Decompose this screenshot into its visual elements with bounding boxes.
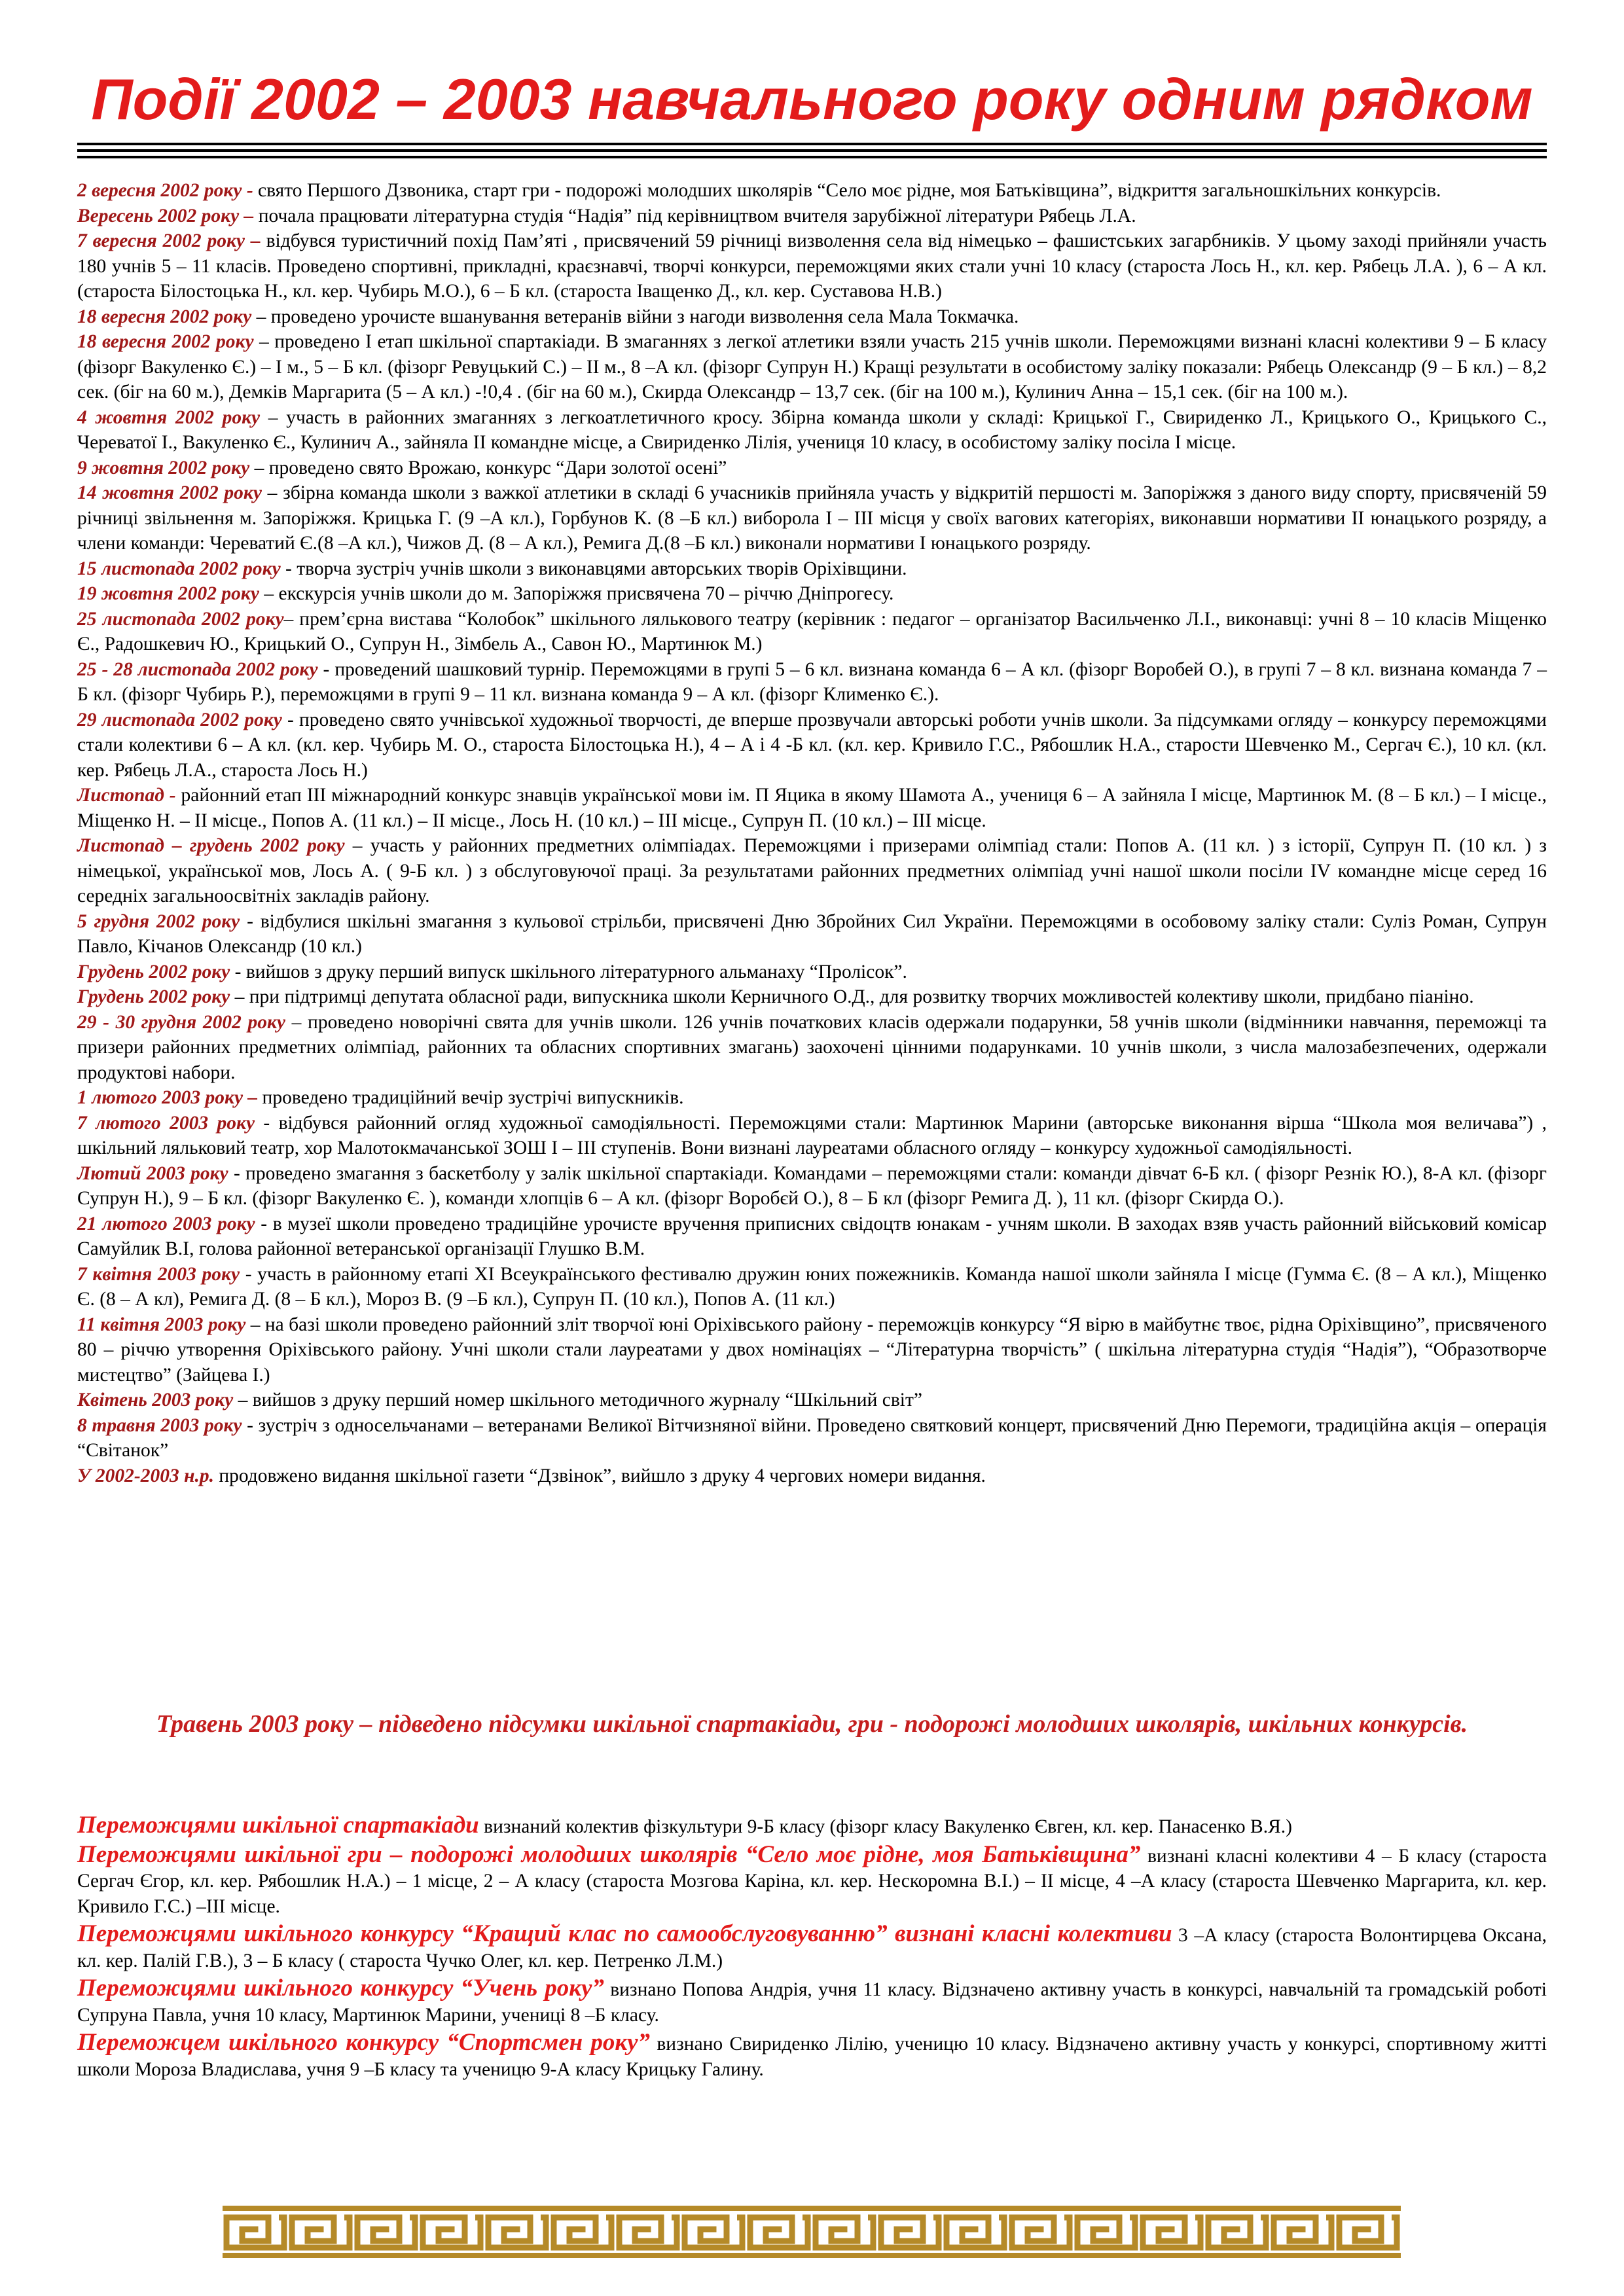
event-item bbox=[77, 1388, 1547, 1413]
event-item bbox=[77, 1413, 1547, 1463]
event-item bbox=[77, 909, 1547, 960]
event-date: У 2002-2003 н.р. bbox=[77, 1465, 214, 1486]
event-text: – проведено І етап шкільної спартакіади. В змаганнях з легкої атлетики взяли участь 215 учнів школи. Переможцями визнані класні колективи 9 – Б класу (фізорг Вакуленко Є.) – І м., 5 – Б кл. (фізорг Ревуцький С.) – ІІ м., 8 –А кл. (фізорг Супрун Н.) Кращі результати в особистому заліку показали: Рябець Олександр (9 – Б кл.) – 8,2 сек. (біг на 60 м.), Демків Маргарита (5 – А кл.) -!0,4 . (біг на 60 м.), Скирда Олександр – 13,7 сек. (біг на 100 м.), Кулинич Анна – 15,1 сек. (біг на 100 м.). bbox=[77, 331, 1547, 403]
event-text: – проведено новорічні свята для учнів школи. 126 учнів початкових класів одержали подарунки, 58 учнів школи (відмінники навчання, переможці та призери районних предметних олімпіад, районних та обласних спортивних змагань) заохочені цінними подарунками. 10 учнів школи, з числа малозабезпечених, одержали продуктові набори. bbox=[77, 1011, 1547, 1083]
winner-item bbox=[77, 1976, 1547, 2028]
event-text: – збірна команда школи з важкої атлетики в складі 6 учасників прийняла участь у відкритій першості м. Запоріжжя з даного виду спорту, присвяченій 59 річниці звільнення м. Запоріжжя. Крицька Г. (9 –А кл.), Горбунов К. (8 –Б кл.) виборола І – ІІІ місця у своїх вагових категоріях, виконавши нормативи ІІ юнацького розряду, а члени команди: Череватий Є.(8 –А кл.), Чижов Д. (8 – А кл.), Ремига Д.(8 –Б кл.) виконали нормативи І юнацького розряду. bbox=[77, 482, 1547, 554]
winner-text: визнаний колектив фізкультури 9-Б класу (фізорг класу Вакуленко Євген, кл. кер. Панасенко В.Я.) bbox=[478, 1816, 1292, 1837]
event-text: – екскурсія учнів школи до м. Запоріжжя присвячена 70 – річчю Дніпрогесу. bbox=[259, 583, 894, 604]
event-text: - участь в районному етапі ХІ Всеукраїнського фестивалю дружин юних пожежників. Команда нашої школи зайняла І місце (Гумма Є. (8 – А кл.), Міщенко Є. (8 – А кл), Ремига Д. (8 – Б кл.), Мороз В. (9 –Б кл.), Супрун П. (10 кл.), Попов А. (11 кл.) bbox=[77, 1263, 1547, 1310]
event-text: - творча зустріч учнів школи з виконавцями авторських творів Оріхівщини. bbox=[280, 558, 907, 579]
event-text: проведено традиційний вечір зустрічі випускників. bbox=[257, 1087, 684, 1108]
event-item bbox=[77, 228, 1547, 304]
event-item bbox=[77, 833, 1547, 909]
event-item bbox=[77, 1463, 1547, 1489]
event-item bbox=[77, 1211, 1547, 1262]
event-text: – участь в районних змаганнях з легкоатлетичного кросу. Збірна команда школи у складі: Крицької Г., Свириденко Л., Крицького О., Крицького С., Череватої І., Вакуленко Є., Кулинич А., зайняла ІІ командне місце, а Свириденко Лілія, учениця 10 класу, в особистому заліку посіла І місце. bbox=[77, 406, 1547, 453]
event-date: Грудень 2002 року bbox=[77, 986, 230, 1007]
event-date: 25 - 28 листопада 2002 року bbox=[77, 658, 318, 680]
event-item bbox=[77, 984, 1547, 1010]
event-item bbox=[77, 178, 1547, 204]
event-date: 7 вересня 2002 року – bbox=[77, 230, 261, 251]
event-text: свято Першого Дзвоника, старт гри - подорожі молодших школярів “Село моє рідне, моя Батьківщина”, відкриття загальношкільних конкурсів. bbox=[253, 180, 1441, 201]
event-date: Вересень 2002 року – bbox=[77, 205, 254, 226]
event-item bbox=[77, 1161, 1547, 1211]
event-item bbox=[77, 480, 1547, 556]
event-date: 18 вересня 2002 року bbox=[77, 306, 252, 327]
event-date: Лютий 2003 року bbox=[77, 1162, 228, 1184]
event-item bbox=[77, 1111, 1547, 1161]
event-text: - вийшов з друку перший випуск шкільного літературного альманаху “Пролісок”. bbox=[230, 961, 907, 982]
event-text: – участь у районних предметних олімпіадах. Переможцями і призерами олімпіад стали: Попов А. (11 кл. ) з історії, Супрун П. (10 кл. ) з німецької, української мов, Лось А. ( 9-Б кл. ) з обслуговуючої праці. За результатами районних предметних олімпіад учні нашої школи посіли ІV командне місце серед 16 середніх загальноосвітніх закладів району. bbox=[77, 835, 1547, 906]
event-date: 9 жовтня 2002 року bbox=[77, 457, 250, 478]
winner-text: визнані класні колективи 4 – Б класу (староста Сергач Єгор, кл. кер. Рябошлик Н.А.) – 1 місце, 2 – А класу (староста Мозгова Каріна, кл. кер. Нескоромна В.І.) – ІІ місце, 4 –А класу (староста Шевченко Маргарита, кл. кер. Кривило Г.С.) –ІІІ місце. bbox=[77, 1845, 1547, 1917]
event-text: - в музеї школи проведено традиційне урочисте вручення приписних свідоцтв юнакам - учням школи. В заходах взяв участь районний військовий комісар Самуйлик В.І, голова районної ветеранської організації Глушко В.М. bbox=[77, 1213, 1547, 1259]
event-text: - проведений шашковий турнір. Переможцями в групі 5 – 6 кл. визнана команда 6 – А кл. (фізорг Воробей О.), в групі 7 – 8 кл. визнана команда 7 – Б кл. (фізорг Чубирь Р.), переможцями в групі 9 – 11 кл. визнана команда 9 – А кл. (фізорг Клименко Є.). bbox=[77, 658, 1547, 705]
event-text: – проведено урочисте вшанування ветеранів війни з нагоди визволення села Мала Токмачка. bbox=[251, 306, 1019, 327]
event-text: – при підтримці депутата обласної ради, випускника школи Керничного О.Д., для розвитку творчих можливостей колективу школи, придбано піаніно. bbox=[230, 986, 1474, 1007]
event-item bbox=[77, 783, 1547, 833]
winner-text: визнано Попова Андрія, учня 11 класу. Відзначено активну участь в конкурсі, навчальній та громадській роботі Супруна Павла, учня 10 класу, Мартинюк Марини, учениці 8 –Б класу. bbox=[77, 1979, 1547, 2026]
event-text: – прем’єрна вистава “Колобок” шкільного лялькового театру (керівник : педагог – організатор Васильченко Л.І., виконавці: учні 8 – 10 класів Міщенко Є., Радошкевич Ю., Крицький О., Супрун Н., Зімбель А., Савон Ю., Мартинюк М.) bbox=[77, 608, 1547, 655]
event-text: - проведено свято учнівської художньої творчості, де вперше прозвучали авторські роботи учнів школи. За підсумками огляду – конкурсу переможцями стали колективи 6 – А кл. (кл. кер. Чубирь М. О., староста Білостоцька Н.), 4 – А і 4 -Б кл. (кл. кер. Кривило Г.С., Рябошлик Н.А., старости Шевченко М., Сергач Є.), 10 кл. (кл. кер. Рябець Л.А., староста Лось Н.) bbox=[77, 709, 1547, 781]
greek-key-border-icon bbox=[223, 2206, 1401, 2258]
event-date: 19 жовтня 2002 року bbox=[77, 583, 259, 604]
event-item bbox=[77, 657, 1547, 708]
summary-heading: Травень 2003 року – підведено підсумки шкільної спартакіади, гри - подорожі молодших школярів, шкільних конкурсів. bbox=[156, 1710, 1468, 1738]
winner-item bbox=[77, 2030, 1547, 2082]
event-date: Квітень 2003 року bbox=[77, 1390, 234, 1410]
event-date: 21 лютого 2003 року bbox=[77, 1213, 255, 1234]
title-underline bbox=[77, 139, 1547, 162]
event-item bbox=[77, 456, 1547, 481]
winner-heading: Переможцями шкільної гри – подорожі молодших школярів “Село моє рідне, моя Батьківщина” bbox=[77, 1840, 1141, 1868]
event-date: 14 жовтня 2002 року bbox=[77, 482, 262, 503]
event-item bbox=[77, 304, 1547, 330]
event-item bbox=[77, 1010, 1547, 1086]
event-item bbox=[77, 1085, 1547, 1111]
winner-item bbox=[77, 1922, 1547, 1973]
event-date: 2 вересня 2002 року - bbox=[77, 180, 253, 201]
event-item bbox=[77, 607, 1547, 657]
page-title: Події 2002 – 2003 навчального року одним рядком bbox=[91, 67, 1533, 132]
winner-text: 3 –А класу (староста Волонтирцева Оксана, кл. кер. Палій Г.В.), 3 – Б класу ( староста Чучко Олег, кл. кер. Петренко Л.М.) bbox=[77, 1925, 1547, 1971]
event-date: 7 лютого 2003 року bbox=[77, 1112, 255, 1134]
event-item bbox=[77, 556, 1547, 582]
event-text: - зустріч з односельчанами – ветеранами Великої Вітчизняної війни. Проведено святковий концерт, присвячений Дню Перемоги, традиційна акція – операція “Світанок” bbox=[77, 1414, 1547, 1461]
event-text: - відбувся районний огляд художньої самодіяльності. Переможцями стали: Мартинюк Марини (авторське виконання вірша “Школа моя величава”) , шкільний ляльковий театр, хор Малотокмачанської ЗОШ І – ІІІ ступенів. Вони визнані лауреатами обласного огляду – конкурсу художньої самодіяльності. bbox=[77, 1112, 1547, 1158]
winner-item bbox=[77, 1842, 1547, 1920]
winner-item bbox=[77, 1813, 1547, 1840]
event-date: 15 листопада 2002 року bbox=[77, 558, 281, 579]
event-text: районний етап ІІІ міжнародний конкурс знавців української мови ім. П Яцика в якому Шамота А., учениця 6 – А зайняла І місце, Мартинюк М. (8 – Б кл.) – І місце., Міщенко Н. – ІІ місце., Попов А. (11 кл.) – ІІ місце., Лось Н. (10 кл.) – ІІІ місце., Супрун П. (10 кл.) – ІІІ місце. bbox=[77, 785, 1547, 831]
event-text: почала працювати літературна студія “Надія” під керівництвом вчителя зарубіжної літератури Рябець Л.А. bbox=[253, 205, 1136, 226]
event-item bbox=[77, 708, 1547, 783]
winner-heading: Переможцями шкільного конкурсу “Кращий клас по самообслуговуванню” визнані класні колективи bbox=[77, 1920, 1172, 1947]
event-text: - проведено змагання з баскетболу у залік шкільної спартакіади. Командами – переможцями стали: команди дівчат 6-Б кл. ( фізорг Резнік Ю.), 8-А кл. (фізорг Супрун Н.), 9 – Б кл. (фізорг Вакуленко Є. ), команди хлопців 6 – А кл. (фізорг Воробєй О.), 8 – Б кл (фізорг Ремига Д. ), 11 кл. (фізорг Скирда О.). bbox=[77, 1162, 1547, 1209]
event-text: – проведено свято Врожаю, конкурс “Дари золотої осені” bbox=[249, 457, 727, 478]
event-date: 1 лютого 2003 року – bbox=[77, 1087, 258, 1108]
event-item bbox=[77, 581, 1547, 607]
events-list bbox=[77, 178, 1547, 1488]
winners-list bbox=[77, 1813, 1547, 2085]
event-item bbox=[77, 1262, 1547, 1312]
winner-heading: Переможцем шкільного конкурсу “Спортсмен року” bbox=[77, 2029, 651, 2056]
winner-heading: Переможцями шкільної спартакіади bbox=[77, 1812, 479, 1839]
event-date: 11 квітня 2003 року bbox=[77, 1314, 246, 1335]
event-date: 4 жовтня 2002 року bbox=[77, 406, 261, 428]
event-text: - відбулися шкільні змагання з кульової стрільби, присвячені Дню Збройних Сил України. Переможцями в особовому заліку стали: Суліз Роман, Супрун Павло, Кічанов Олександр (10 кл.) bbox=[77, 910, 1547, 957]
event-date: Листопад – грудень 2002 року bbox=[77, 835, 345, 856]
event-date: 7 квітня 2003 року bbox=[77, 1263, 240, 1285]
winner-text: визнано Свириденко Лілію, ученицю 10 класу. Відзначено активну участь у конкурсі, спортивному житті школи Мороза Владислава, учня 9 –Б класу та ученицю 9-А класу Крицьку Галину. bbox=[77, 2034, 1547, 2080]
event-item bbox=[77, 1312, 1547, 1388]
event-date: 18 вересня 2002 року bbox=[77, 331, 254, 352]
event-date: 5 грудня 2002 року bbox=[77, 910, 240, 932]
event-item bbox=[77, 405, 1547, 456]
event-date: 25 листопада 2002 року bbox=[77, 608, 284, 630]
event-item bbox=[77, 204, 1547, 229]
event-text: – вийшов з друку перший номер шкільного методичного журналу “Шкільний світ” bbox=[233, 1390, 922, 1410]
event-date: Грудень 2002 року bbox=[77, 961, 230, 982]
event-item bbox=[77, 329, 1547, 405]
event-date: 8 травня 2003 року bbox=[77, 1414, 242, 1436]
event-text: відбувся туристичний похід Пам’яті , присвячений 59 річниці визволення села від німецько – фашистських загарбників. У цьому заході прийняли участь 180 учнів 5 – 11 класів. Проведено спортивні, прикладні, краєзнавчі, творчі конкурси, переможцями яких стали учні 10 класу (староста Лось Н., кл. кер. Рябець Л.А. ), 6 – А кл. (староста Білостоцька Н., кл. кер. Чубирь М.О.), 6 – Б кл. (староста Іващенко Д., кл. кер. Суставова Н.В.) bbox=[77, 230, 1547, 302]
event-date: Листопад - bbox=[77, 785, 176, 806]
event-date: 29 - 30 грудня 2002 року bbox=[77, 1011, 286, 1033]
event-text: – на базі школи проведено районний зліт творчої юні Оріхівського району - переможців конкурсу “Я вірю в майбутнє твоє, рідна Оріхівщино”, присвяченого 80 – річчю утворення Оріхівського району. Учні школи стали лауреатами у двох номінаціях – “Літературна творчість” ( шкільна літературна студія “Надія”), “Образотворче мистецтво” (Зайцева І.) bbox=[77, 1314, 1547, 1386]
winner-heading: Переможцями шкільного конкурсу “Учень року” bbox=[77, 1975, 604, 2001]
event-item bbox=[77, 960, 1547, 985]
event-date: 29 листопада 2002 року bbox=[77, 709, 282, 730]
event-text: продовжено видання шкільної газети “Дзвінок”, вийшло з друку 4 чергових номери видання. bbox=[213, 1465, 986, 1486]
